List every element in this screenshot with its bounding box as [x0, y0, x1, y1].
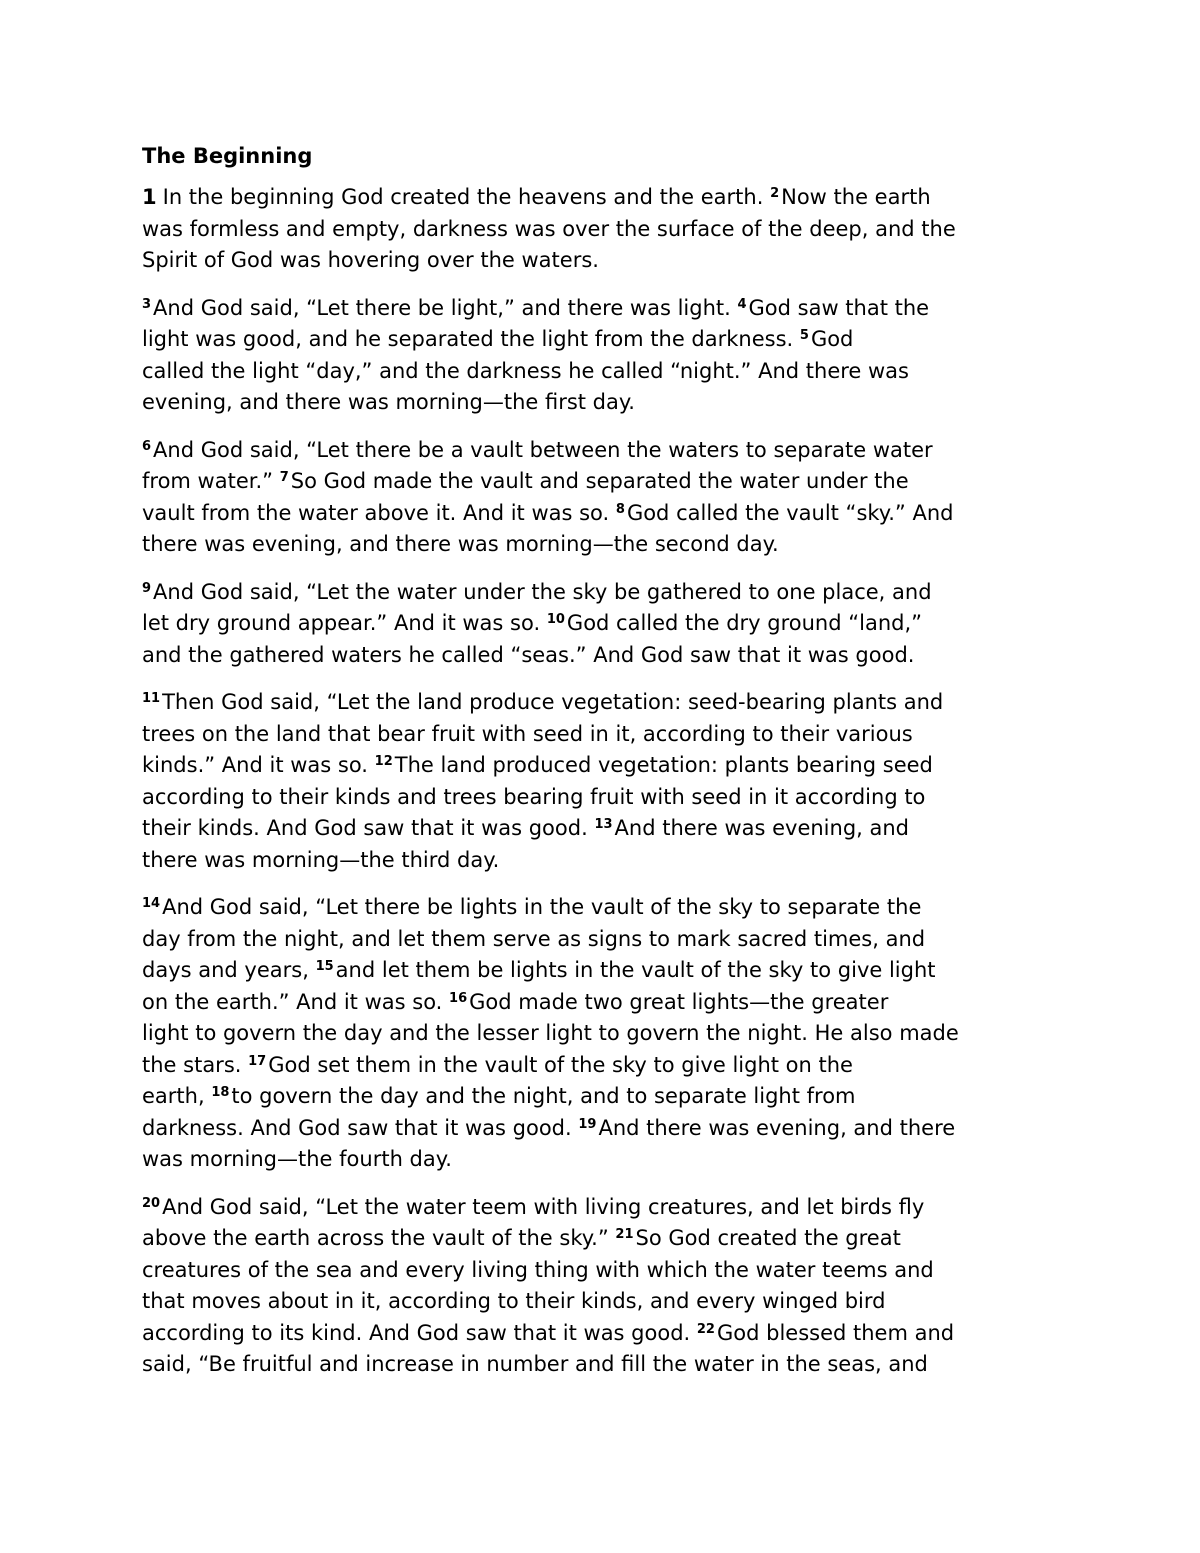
- verse-text: And God said, “Let there be a vault between the waters to separate water: [153, 437, 933, 462]
- verse-text: So God made the vault and separated the water under the: [290, 469, 909, 493]
- verse-text: their kinds. And God saw that it was good.: [142, 816, 595, 840]
- verse-text: called the light “day,” and the darkness he called “night.” And there was: [142, 358, 909, 383]
- text-line: [142, 987, 1072, 1019]
- text-line: [142, 608, 1072, 640]
- verse-text: light to govern the day and the lesser light to govern the night. He also made: [142, 1021, 959, 1045]
- text-line: [142, 1081, 1072, 1113]
- verse-text: earth,: [142, 1084, 212, 1108]
- verse-number: 12: [374, 754, 393, 769]
- verse-text: above the earth across the vault of the sky.”: [142, 1226, 616, 1250]
- verse-text: God: [810, 327, 854, 351]
- verse-text: according to its kind. And God saw that it was good.: [142, 1320, 697, 1345]
- verse-text: vault from the water above it. And it was so.: [142, 500, 616, 525]
- verse-number: 19: [578, 1116, 597, 1132]
- text-line: [142, 356, 1072, 388]
- text-line: [142, 955, 1072, 987]
- verse-number: 14: [142, 896, 161, 911]
- text-line: [142, 924, 1072, 956]
- verse-text: and let them be lights in the vault of the sky to give light: [335, 958, 936, 982]
- text-line: [142, 435, 1072, 467]
- text-line: [142, 892, 1072, 924]
- text-line: [142, 1349, 1072, 1381]
- verse-text: And God said, “Let there be light,” and there was light.: [153, 295, 738, 320]
- text-line: [142, 466, 1072, 498]
- verse-number: 16: [449, 990, 468, 1006]
- verse-text: there was evening, and there was morning—the second day.: [142, 532, 779, 556]
- text-line: [142, 1286, 1072, 1318]
- chapter-number: 1: [142, 185, 157, 209]
- verse-text: the stars.: [142, 1052, 249, 1077]
- verse-number: 8: [615, 501, 625, 517]
- text-line: [142, 498, 1072, 530]
- verse-text: said, “Be fruitful and increase in number and fill the water in the seas, and: [142, 1352, 928, 1376]
- paragraph: [142, 687, 1072, 876]
- verse-text: let dry ground appear.” And it was so.: [142, 611, 547, 635]
- text-line: [142, 750, 1072, 782]
- verse-text: darkness. And God saw that it was good.: [142, 1115, 579, 1140]
- paragraph: [142, 182, 1072, 277]
- verse-text: was morning—the fourth day.: [142, 1147, 452, 1171]
- text-line: [142, 687, 1072, 719]
- verse-text: creatures of the sea and every living thing with which the water teems and: [142, 1257, 934, 1282]
- paragraph: [142, 577, 1072, 672]
- verse-text: light was good, and he separated the light from the darkness.: [142, 327, 800, 351]
- verse-number: 7: [279, 470, 289, 485]
- verse-text: The land produced vegetation: plants bearing seed: [394, 753, 933, 777]
- text-line: [142, 324, 1072, 356]
- verse-number: 2: [770, 186, 780, 201]
- verse-text: trees on the land that bear fruit with seed in it, according to their various: [142, 721, 913, 746]
- text-line: [142, 845, 1072, 877]
- text-line: [142, 387, 1072, 419]
- verse-text: God saw that the: [748, 295, 930, 320]
- text-line: [142, 1223, 1072, 1255]
- verse-text: from water.”: [142, 469, 280, 493]
- text-line: [142, 1318, 1072, 1350]
- verse-number: 15: [315, 959, 334, 974]
- text-line: [142, 719, 1072, 751]
- text-line: [142, 1144, 1072, 1176]
- verse-text: In the beginning God created the heavens and the earth.: [162, 185, 771, 209]
- verse-number: 20: [142, 1195, 161, 1211]
- text-line: [142, 293, 1072, 325]
- verse-number: 3: [142, 296, 152, 312]
- paragraph: [142, 892, 1072, 1176]
- verse-text: God blessed them and: [716, 1320, 955, 1345]
- verse-text: So God created the great: [635, 1226, 901, 1250]
- verse-number: 9: [142, 580, 152, 596]
- text-line: [142, 577, 1072, 609]
- verse-text: according to their kinds and trees bearing fruit with seed in it according to: [142, 784, 926, 809]
- text-line: [142, 529, 1072, 561]
- verse-text: And God said, “Let the water under the sky be gathered to one place, and: [153, 579, 932, 604]
- verse-text: God called the vault “sky.” And: [626, 500, 954, 525]
- verse-text: evening, and there was morning—the first day.: [142, 390, 635, 414]
- text-line: [142, 1113, 1072, 1145]
- verse-number: 13: [594, 817, 613, 832]
- text-line: [142, 782, 1072, 814]
- text-line: [142, 245, 1072, 277]
- text-line: [142, 1018, 1072, 1050]
- verse-text: day from the night, and let them serve as signs to mark sacred times, and: [142, 926, 926, 951]
- verse-number: 18: [211, 1085, 230, 1100]
- verse-number: 22: [696, 1321, 715, 1337]
- paragraph: [142, 293, 1072, 419]
- verse-text: to govern the day and the night, and to separate light from: [231, 1084, 856, 1108]
- verse-text: God called the dry ground “land,”: [566, 611, 923, 635]
- text-line: [142, 1255, 1072, 1287]
- text-line: [142, 214, 1072, 246]
- verse-number: 5: [799, 328, 809, 343]
- verse-number: 4: [737, 296, 747, 312]
- paragraph: [142, 1192, 1072, 1381]
- paragraph: [142, 435, 1072, 561]
- verse-number: 11: [142, 691, 161, 706]
- verse-number: 6: [142, 438, 152, 454]
- verse-text: And there was evening, and: [614, 816, 910, 840]
- text-line: [142, 182, 1072, 214]
- text-line: [142, 1050, 1072, 1082]
- verse-text: And there was evening, and there: [598, 1115, 956, 1140]
- text-line: [142, 813, 1072, 845]
- section-heading: The Beginning: [142, 144, 313, 168]
- verse-text: that moves about in it, according to their kinds, and every winged bird: [142, 1289, 886, 1313]
- verse-text: God set them in the vault of the sky to give light on the: [268, 1052, 853, 1077]
- verse-number: 21: [615, 1227, 634, 1242]
- document-body: [142, 182, 1072, 1381]
- verse-text: was formless and empty, darkness was over the surface of the deep, and the: [142, 216, 956, 241]
- verse-text: and the gathered waters he called “seas.” And God saw that it was good.: [142, 642, 915, 667]
- verse-text: kinds.” And it was so.: [142, 753, 375, 777]
- verse-text: And God said, “Let there be lights in the vault of the sky to separate the: [162, 895, 922, 919]
- verse-number: 10: [546, 612, 565, 627]
- text-line: [142, 1192, 1072, 1224]
- verse-text: on the earth.” And it was so.: [142, 989, 450, 1014]
- verse-text: Then God said, “Let the land produce vegetation: seed-bearing plants and: [162, 690, 944, 714]
- verse-text: Spirit of God was hovering over the waters.: [142, 248, 599, 272]
- verse-text: God made two great lights—the greater: [469, 989, 889, 1014]
- verse-number: 17: [248, 1053, 267, 1069]
- document-page: [142, 140, 1072, 1397]
- verse-text: days and years,: [142, 958, 316, 982]
- text-line: [142, 640, 1072, 672]
- verse-text: Now the earth: [781, 185, 931, 209]
- verse-text: there was morning—the third day.: [142, 847, 500, 872]
- verse-text: And God said, “Let the water teem with living creatures, and let birds fly: [162, 1194, 925, 1219]
